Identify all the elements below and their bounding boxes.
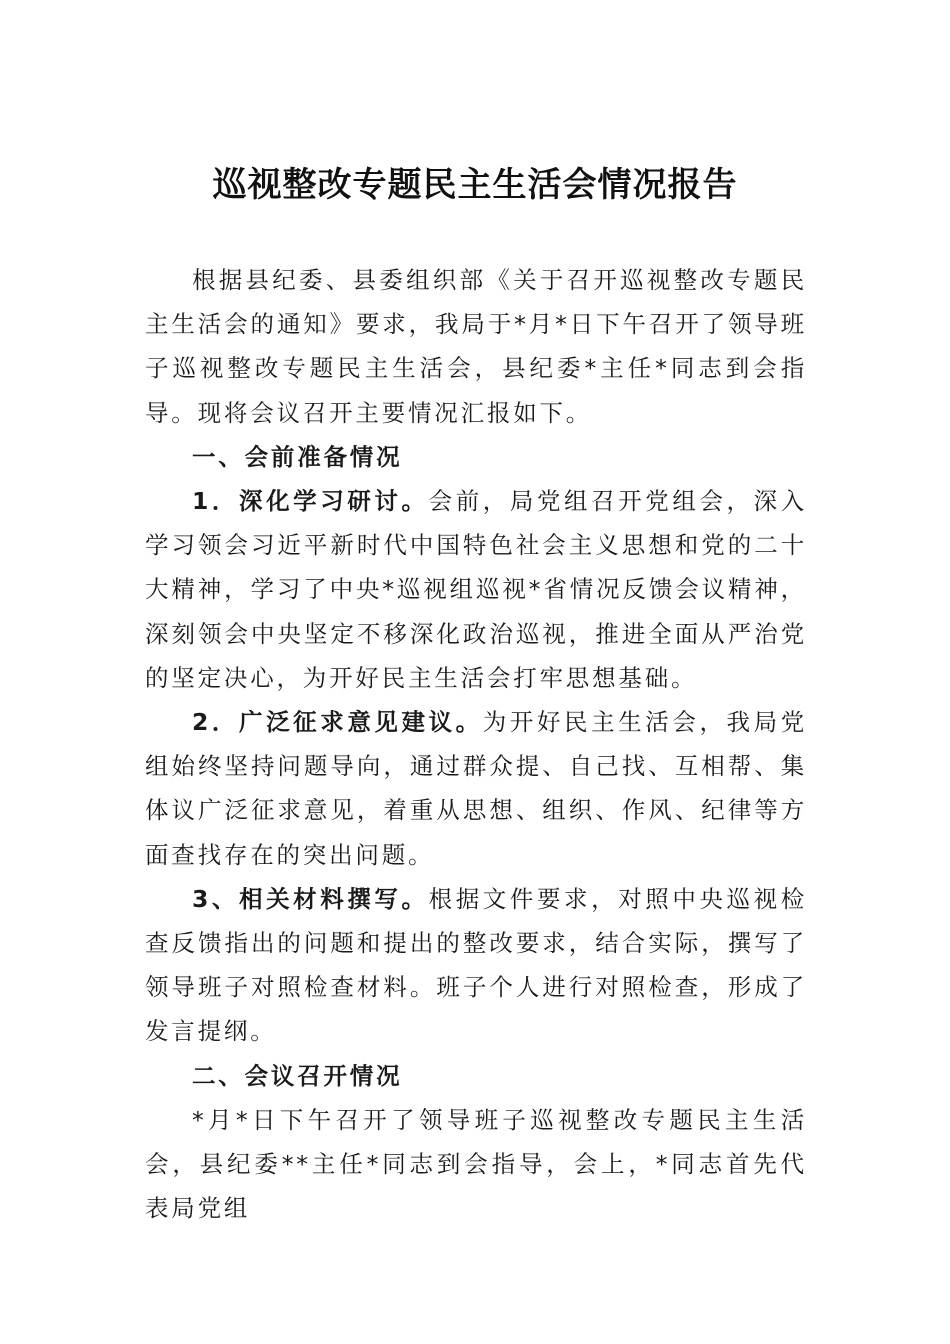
section1-item-3 bbox=[145, 877, 807, 1054]
item-3-lead: 3、相关材料撰写。 bbox=[192, 884, 429, 913]
section1-item-2 bbox=[145, 700, 807, 877]
item-1-lead: 1．深化学习研讨。 bbox=[192, 487, 429, 516]
section-heading-1: 一、会前准备情况 bbox=[192, 442, 403, 471]
item-1-text: 会前，局党组召开党组会，深入学习领会习近平新时代中国特色社会主义思想和党的二十大精神，学习了中央*巡视组巡视*省情况反馈会议精神，深刻领会中央坚定不移深化政治巡视，推进全面从严治党的坚定决心，为开好民主生活会打牢思想基础。 bbox=[145, 487, 807, 692]
document-body bbox=[145, 258, 807, 1230]
item-2-lead: 2．广泛征求意见建议。 bbox=[192, 708, 483, 737]
intro-paragraph: 根据县纪委、县委组织部《关于召开巡视整改专题民主生活会的通知》要求，我局于*月*日下午召开了领导班子巡视整改专题民主生活会，县纪委*主任*同志到会指导。现将会议召开主要情况汇报如下。 bbox=[145, 266, 807, 427]
item-2-text: 为开好民主生活会，我局党组始终坚持问题导向，通过群众提、自己找、互相帮、集体议广泛征求意见，着重从思想、组织、作风、纪律等方面查找存在的突出问题。 bbox=[145, 708, 807, 869]
section-heading-2: 二、会议召开情况 bbox=[192, 1061, 403, 1090]
section2-paragraph: *月*日下午召开了领导班子巡视整改专题民主生活会，县纪委**主任*同志到会指导，会上，*同志首先代表局党组 bbox=[145, 1105, 807, 1223]
document-title: 巡视整改专题民主生活会情况报告 bbox=[212, 165, 738, 205]
section1-item-1 bbox=[145, 479, 807, 700]
item-3-text: 根据文件要求，对照中央巡视检查反馈指出的问题和提出的整改要求，结合实际，撰写了领导班子对照检查材料。班子个人进行对照检查，形成了发言提纲。 bbox=[145, 884, 807, 1046]
